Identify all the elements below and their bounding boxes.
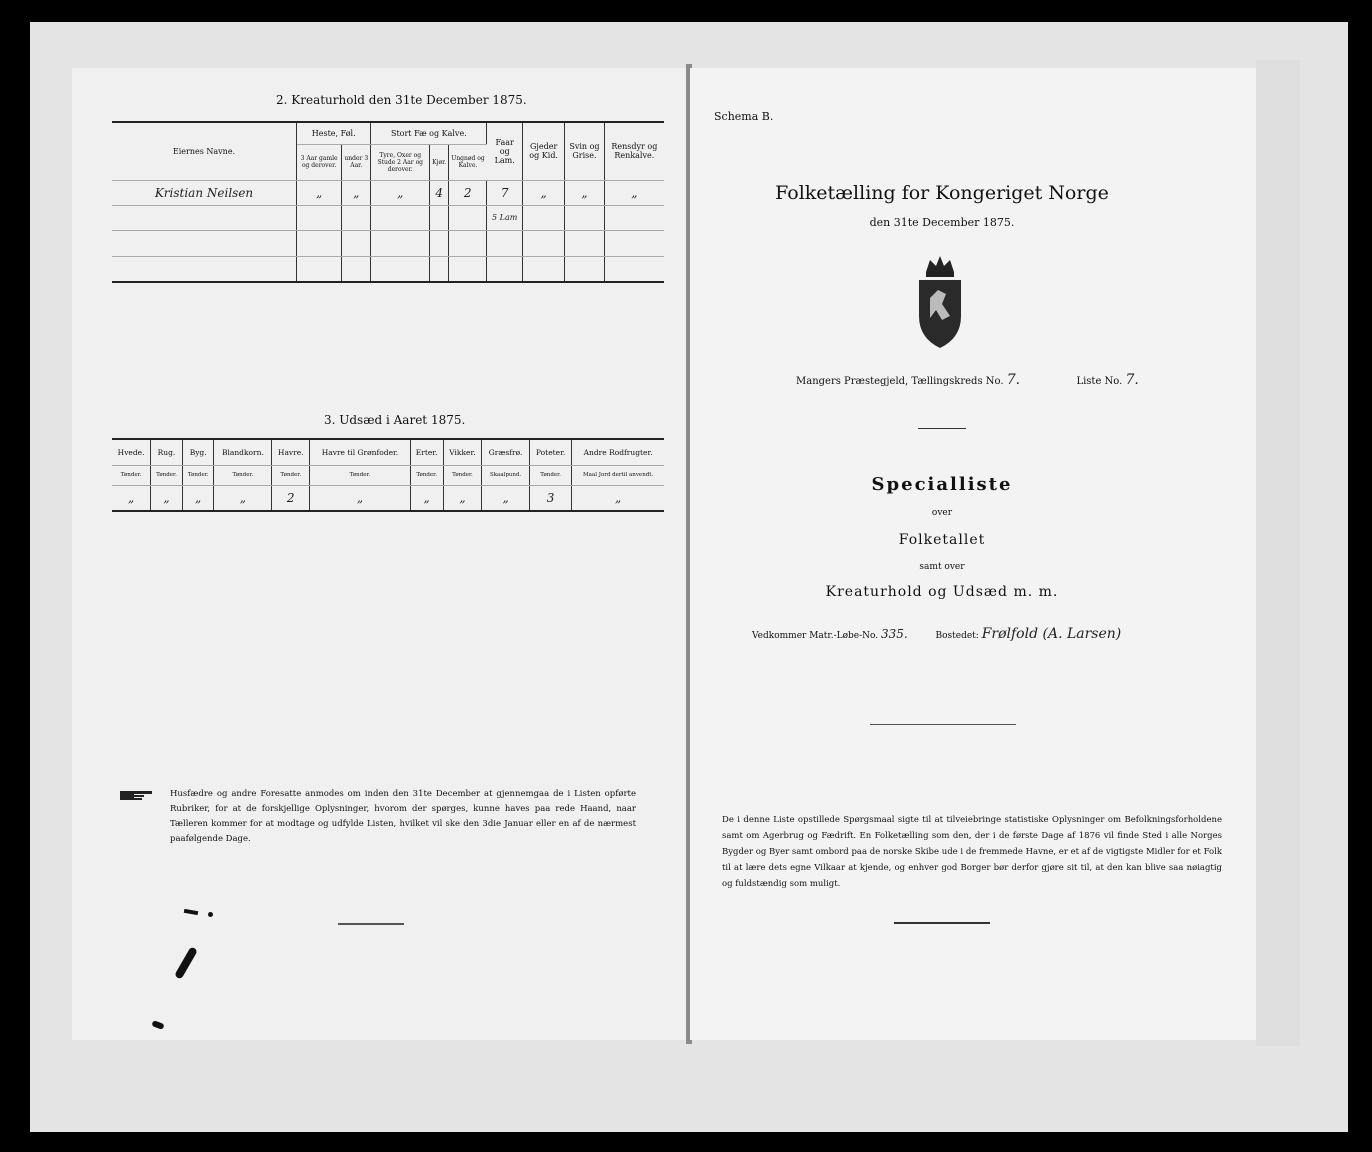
table-cell [371, 205, 430, 230]
divider [918, 428, 966, 429]
table-cell [430, 205, 449, 230]
over-label: over [931, 508, 953, 518]
table-cell [604, 205, 664, 230]
liste-label: Liste No. [1076, 376, 1123, 387]
liste-value: 7. [1125, 372, 1139, 388]
table-cell: „ [565, 180, 605, 205]
table-cell: 5 Lam [487, 205, 523, 230]
table-cell [487, 230, 523, 256]
unit-label: Tønder. [410, 465, 443, 485]
ink-mark [208, 912, 213, 917]
col-stort: Stort Fæ og Kalve. [371, 122, 487, 144]
table-cell [565, 230, 605, 256]
section2-title: 2. Kreaturhold den 31te December 1875. [276, 93, 527, 107]
schema-label: Schema B. [714, 110, 774, 123]
table-cell [112, 256, 297, 282]
table-cell [430, 256, 449, 282]
section3-title: 3. Udsæd i Aaret 1875. [324, 413, 466, 427]
col-graesfro: Græsfrø. [482, 439, 530, 465]
table-cell: „ [410, 485, 443, 511]
table-cell: „ [523, 180, 565, 205]
unit-label: Tønder. [272, 465, 310, 485]
table-cell [342, 205, 371, 230]
unit-label: Maal Jord dertil anvendt. [572, 465, 664, 485]
kreds-value: 7. [1006, 372, 1021, 388]
sowing-table [112, 438, 664, 512]
table-cell: „ [182, 485, 214, 511]
table-cell: Kristian Neilsen [112, 180, 297, 205]
table-cell: „ [310, 485, 411, 511]
bostedet-value: Frølfold (A. Larsen) [981, 626, 1122, 642]
table-cell [112, 230, 297, 256]
census-title: Folketælling for Kongeriget Norge [775, 182, 1109, 204]
col-poteter: Poteter. [529, 439, 571, 465]
table-cell [604, 256, 664, 282]
table-cell [297, 230, 342, 256]
table-cell [371, 256, 430, 282]
table-cell [565, 256, 605, 282]
table-cell [371, 230, 430, 256]
folketallet-label: Folketallet [898, 532, 986, 548]
col-erter: Erter. [410, 439, 443, 465]
table-cell [565, 205, 605, 230]
kreaturhold-label: Kreaturhold og Udsæd m. m. [825, 584, 1059, 600]
col-heste: Heste, Føl. [297, 122, 371, 144]
unit-label: Tønder. [112, 465, 151, 485]
table-cell: „ [342, 180, 371, 205]
col-andre: Andre Rodfrugter. [572, 439, 664, 465]
col-gjeder: Gjeder og Kid. [523, 122, 565, 180]
specialliste-title: Specialliste [871, 474, 1013, 495]
table-cell [523, 256, 565, 282]
table-cell: 4 [430, 180, 449, 205]
table-cell: „ [214, 485, 272, 511]
census-date: den 31te December 1875. [869, 216, 1015, 229]
table-cell: „ [572, 485, 664, 511]
unit-label: Tønder. [310, 465, 411, 485]
samt-over-label: samt over [919, 562, 965, 572]
table-cell [297, 256, 342, 282]
col-havre-gronfoder: Havre til Grønfoder. [310, 439, 411, 465]
next-page-edge [1256, 60, 1300, 1046]
unit-label: Tønder. [529, 465, 571, 485]
table-cell: 3 [529, 485, 571, 511]
col-byg: Byg. [182, 439, 214, 465]
col-havre: Havre. [272, 439, 310, 465]
livestock-table [112, 121, 664, 283]
matr-line [752, 626, 1121, 642]
unit-label: Tønder. [214, 465, 272, 485]
col-faar: Faar og Lam. [487, 122, 523, 180]
col-heste-sub1: 3 Aar gamle og derover. [297, 144, 342, 180]
table-cell [604, 230, 664, 256]
table-cell: „ [297, 180, 342, 205]
col-stort-sub3: Ungnød og Kalve. [449, 144, 487, 180]
col-svin: Svin og Grise. [565, 122, 605, 180]
table-cell [342, 230, 371, 256]
table-cell: 2 [272, 485, 310, 511]
unit-label: Tønder. [443, 465, 482, 485]
col-rensdyr: Rensdyr og Renkalve. [604, 122, 664, 180]
right-page [690, 68, 1300, 1040]
matr-label: Vedkommer Matr.-Løbe-No. [752, 631, 879, 641]
col-stort-sub2: Kjør. [430, 144, 449, 180]
table-cell [297, 205, 342, 230]
pointing-hand-icon [118, 788, 154, 802]
matr-value: 335. [881, 627, 908, 641]
bostedet-label: Bostedet: [935, 631, 979, 641]
table-cell: 2 [449, 180, 487, 205]
table-cell [430, 230, 449, 256]
col-rug: Rug. [151, 439, 183, 465]
col-hvede: Hvede. [112, 439, 151, 465]
col-heste-sub2: under 3 Aar. [342, 144, 371, 180]
district-line [796, 372, 1139, 388]
table-cell: 7 [487, 180, 523, 205]
ink-mark [338, 923, 404, 925]
col-name: Eiernes Navne. [112, 122, 297, 180]
table-row [112, 180, 664, 205]
table-cell: „ [443, 485, 482, 511]
col-vikker: Vikker. [443, 439, 482, 465]
unit-label: Skaalpund. [482, 465, 530, 485]
instructions-notice: Husfædre og andre Foresatte anmodes om inden den 31te December at gjennemgaa de i Listen opførte Rubriker, for at de forskjellige Oplysninger, hvorom der spørges, kunne haves paa rede Haand, naar Tælleren kommer for at modtage og udfylde Listen, hvilket vil ske den 3die Januar eller en af de nærmest paafølgende Dage. [170, 789, 636, 844]
table-cell: „ [151, 485, 183, 511]
col-stort-sub1: Tyre, Oxer og Stude 2 Aar og derover. [371, 144, 430, 180]
divider [870, 724, 1016, 725]
table-cell: „ [112, 485, 151, 511]
table-cell [112, 205, 297, 230]
table-cell: „ [371, 180, 430, 205]
table-row [112, 485, 664, 511]
table-row [112, 230, 664, 256]
col-blandkorn: Blandkorn. [214, 439, 272, 465]
table-cell [487, 256, 523, 282]
kreds-label: Tællingskreds No. [911, 376, 1004, 387]
coat-of-arms-icon [914, 254, 966, 350]
table-cell [523, 205, 565, 230]
table-cell: „ [482, 485, 530, 511]
table-cell [449, 230, 487, 256]
unit-label: Tønder. [182, 465, 214, 485]
unit-label: Tønder. [151, 465, 183, 485]
table-row [112, 205, 664, 230]
divider [894, 922, 990, 924]
census-footnote: De i denne Liste opstillede Spørgsmaal sigte til at tilveiebringe statistiske Oplysninger om Befolkningsforholdene samt om Agerbrug og Fædrift. En Folketælling som den, der i de første Dage af 1876 vil finde Sted i alle Norges Bygder og Byer samt ombord paa de norske Skibe ude i de fremmede Havne, er et af de vigtigste Midler for et Folk til at lære dets egne Vilkaar at kjende, og enhver god Borger bør derfor gjøre sit til, at den kan blive saa nøiagtig og fuldstændig som muligt. [722, 815, 1222, 889]
table-row [112, 256, 664, 282]
parish-label: Mangers Præstegjeld, [796, 376, 909, 387]
table-cell: „ [604, 180, 664, 205]
table-cell [449, 205, 487, 230]
table-cell [523, 230, 565, 256]
table-cell [342, 256, 371, 282]
table-cell [449, 256, 487, 282]
